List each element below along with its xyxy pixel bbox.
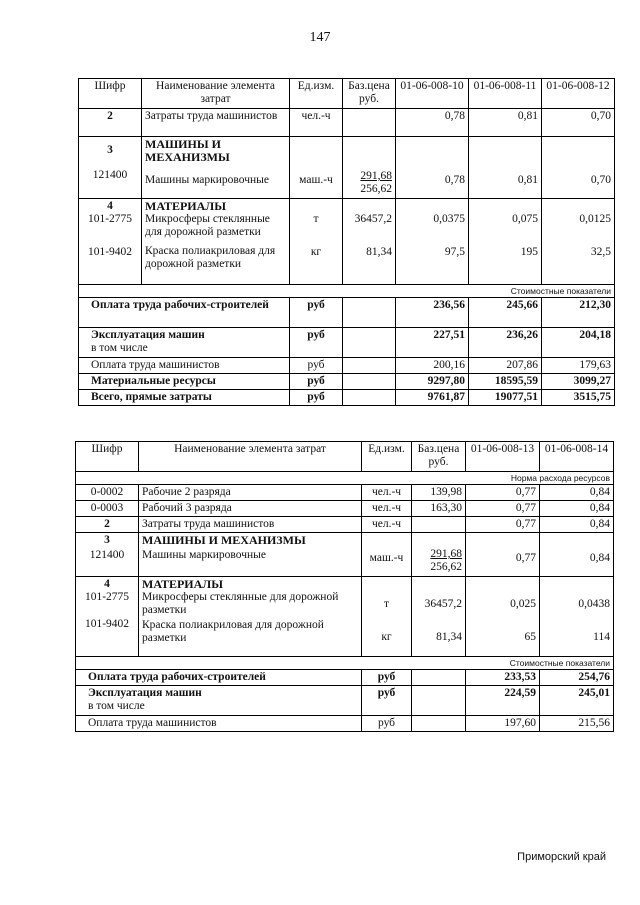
section-code: 3 121400 bbox=[79, 137, 142, 199]
cost-unit: руб bbox=[362, 686, 412, 716]
cost-value: 19077,51 bbox=[469, 390, 542, 406]
row-value: 0,84 bbox=[540, 485, 614, 501]
section-row bbox=[76, 577, 614, 657]
cost-value: 204,18 bbox=[542, 328, 615, 358]
cost-name: Оплата труда рабочих-строителей bbox=[76, 670, 362, 686]
section-code: 4 101-2775 101-9402 bbox=[76, 577, 139, 657]
cost-value: 212,30 bbox=[542, 298, 615, 328]
empty-cell bbox=[412, 686, 466, 716]
row-price: 291,68 256,62 bbox=[412, 533, 466, 577]
table-row bbox=[76, 485, 614, 501]
col-header-name: Наименование элемента затрат bbox=[142, 79, 290, 109]
empty-cell bbox=[343, 328, 396, 358]
cost-row bbox=[79, 328, 615, 358]
col-header-12: 01-06-008-12 bbox=[542, 79, 615, 109]
table-row bbox=[76, 501, 614, 517]
cost-value: 236,26 bbox=[469, 328, 542, 358]
row-unit: чел.-ч bbox=[362, 501, 412, 517]
row-value: 0,0375 97,5 bbox=[396, 199, 469, 285]
row-name: Затраты труда машинистов bbox=[142, 109, 290, 137]
estimate-table-2 bbox=[75, 441, 614, 732]
col-header-14: 01-06-008-14 bbox=[540, 442, 614, 472]
cost-name: Эксплуатация машин в том числе bbox=[79, 328, 290, 358]
cost-row bbox=[79, 390, 615, 406]
cost-unit: руб bbox=[290, 328, 343, 358]
section-name: МАТЕРИАЛЫ Микросферы стеклянные для дорожной разметки Краска полиакриловая для дорожной разметки bbox=[139, 577, 362, 657]
row-value: 0,84 bbox=[540, 533, 614, 577]
cost-value: 200,16 bbox=[396, 358, 469, 374]
row-name: Рабочий 3 разряда bbox=[139, 501, 362, 517]
row-price: 291,68 256,62 bbox=[343, 137, 396, 199]
cost-value: 224,59 bbox=[466, 686, 540, 716]
row-value: 0,81 bbox=[469, 109, 542, 137]
cost-unit: руб bbox=[290, 358, 343, 374]
row-value: 0,0438 114 bbox=[540, 577, 614, 657]
cost-name: Оплата труда машинистов bbox=[76, 716, 362, 732]
section-row bbox=[79, 199, 615, 285]
cost-value: 207,86 bbox=[469, 358, 542, 374]
estimate-table-1 bbox=[78, 78, 615, 406]
col-header-13: 01-06-008-13 bbox=[466, 442, 540, 472]
cost-value: 233,53 bbox=[466, 670, 540, 686]
row-code: 2 bbox=[79, 109, 142, 137]
row-name: Рабочие 2 разряда bbox=[139, 485, 362, 501]
cost-row bbox=[76, 670, 614, 686]
row-price bbox=[343, 109, 396, 137]
empty-cell bbox=[412, 716, 466, 732]
cost-row bbox=[79, 298, 615, 328]
row-price bbox=[412, 517, 466, 533]
cost-value: 245,01 bbox=[540, 686, 614, 716]
page-number: 147 bbox=[309, 30, 331, 45]
row-value: 0,78 bbox=[396, 137, 469, 199]
row-unit: чел.-ч bbox=[362, 485, 412, 501]
cost-row bbox=[79, 374, 615, 390]
cost-value: 227,51 bbox=[396, 328, 469, 358]
section-row bbox=[79, 137, 615, 199]
empty-cell bbox=[343, 358, 396, 374]
cost-unit: руб bbox=[362, 670, 412, 686]
cost-unit: руб bbox=[362, 716, 412, 732]
table-row bbox=[76, 517, 614, 533]
col-header-code: Шифр bbox=[79, 79, 142, 109]
footer-region: Приморский край bbox=[517, 851, 606, 863]
section-name: МАШИНЫ И МЕХАНИЗМЫ Машины маркировочные bbox=[142, 137, 290, 199]
col-header-unit: Ед.изм. bbox=[290, 79, 343, 109]
row-value: 0,77 bbox=[466, 533, 540, 577]
col-header-name: Наименование элемента затрат bbox=[139, 442, 362, 472]
cost-value: 9761,87 bbox=[396, 390, 469, 406]
row-price: 163,30 bbox=[412, 501, 466, 517]
row-value: 0,77 bbox=[466, 501, 540, 517]
row-code: 0-0002 bbox=[76, 485, 139, 501]
row-code: 0-0003 bbox=[76, 501, 139, 517]
section-code: 3 121400 bbox=[76, 533, 139, 577]
row-unit: чел.-ч bbox=[290, 109, 343, 137]
cost-row bbox=[79, 358, 615, 374]
col-header-11: 01-06-008-11 bbox=[469, 79, 542, 109]
row-unit: т кг bbox=[362, 577, 412, 657]
col-header-code: Шифр bbox=[76, 442, 139, 472]
cost-row bbox=[76, 686, 614, 716]
cost-value: 236,56 bbox=[396, 298, 469, 328]
row-value: 0,78 bbox=[396, 109, 469, 137]
empty-cell bbox=[343, 374, 396, 390]
empty-cell bbox=[343, 390, 396, 406]
row-price: 36457,2 81,34 bbox=[412, 577, 466, 657]
cost-value: 3099,27 bbox=[542, 374, 615, 390]
cost-unit: руб bbox=[290, 374, 343, 390]
norm-caption: Норма расхода ресурсов bbox=[76, 472, 614, 485]
cost-unit: руб bbox=[290, 390, 343, 406]
norm-caption-row bbox=[76, 472, 614, 485]
cost-value: 9297,80 bbox=[396, 374, 469, 390]
cost-unit: руб bbox=[290, 298, 343, 328]
cost-caption: Стоимостные показатели bbox=[79, 285, 615, 298]
row-value: 0,77 bbox=[466, 517, 540, 533]
cost-name: Эксплуатация машин в том числе bbox=[76, 686, 362, 716]
row-value: 0,77 bbox=[466, 485, 540, 501]
cost-caption-row bbox=[79, 285, 615, 298]
col-header-price: Баз.цена руб. bbox=[412, 442, 466, 472]
row-price: 36457,2 81,34 bbox=[343, 199, 396, 285]
row-value: 0,84 bbox=[540, 501, 614, 517]
cost-value: 18595,59 bbox=[469, 374, 542, 390]
row-value: 0,025 65 bbox=[466, 577, 540, 657]
row-price: 139,98 bbox=[412, 485, 466, 501]
row-unit: маш.-ч bbox=[290, 137, 343, 199]
empty-cell bbox=[412, 670, 466, 686]
table-header-row bbox=[76, 442, 614, 472]
section-code: 4 101-2775 101-9402 bbox=[79, 199, 142, 285]
cost-name: Оплата труда машинистов bbox=[79, 358, 290, 374]
cost-row bbox=[76, 716, 614, 732]
row-unit: маш.-ч bbox=[362, 533, 412, 577]
cost-value: 245,66 bbox=[469, 298, 542, 328]
table-row bbox=[79, 109, 615, 137]
empty-cell bbox=[343, 298, 396, 328]
cost-value: 197,60 bbox=[466, 716, 540, 732]
col-header-unit: Ед.изм. bbox=[362, 442, 412, 472]
row-unit: чел.-ч bbox=[362, 517, 412, 533]
cost-caption: Стоимостные показатели bbox=[76, 657, 614, 670]
row-value: 0,84 bbox=[540, 517, 614, 533]
cost-value: 254,76 bbox=[540, 670, 614, 686]
row-value: 0,0125 32,5 bbox=[542, 199, 615, 285]
table-header-row bbox=[79, 79, 615, 109]
cost-caption-row bbox=[76, 657, 614, 670]
row-value: 0,075 195 bbox=[469, 199, 542, 285]
cost-name: Всего, прямые затраты bbox=[79, 390, 290, 406]
section-name: МАШИНЫ И МЕХАНИЗМЫ Машины маркировочные bbox=[139, 533, 362, 577]
cost-value: 179,63 bbox=[542, 358, 615, 374]
row-unit: т кг bbox=[290, 199, 343, 285]
section-row bbox=[76, 533, 614, 577]
cost-name: Оплата труда рабочих-строителей bbox=[79, 298, 290, 328]
col-header-10: 01-06-008-10 bbox=[396, 79, 469, 109]
cost-name: Материальные ресурсы bbox=[79, 374, 290, 390]
cost-value: 3515,75 bbox=[542, 390, 615, 406]
row-value: 0,70 bbox=[542, 109, 615, 137]
section-name: МАТЕРИАЛЫ Микросферы стеклянные для дорожной разметки Краска полиакриловая для дорожной разметки bbox=[142, 199, 290, 285]
row-name: Затраты труда машинистов bbox=[139, 517, 362, 533]
col-header-price: Баз.цена руб. bbox=[343, 79, 396, 109]
row-value: 0,70 bbox=[542, 137, 615, 199]
row-value: 0,81 bbox=[469, 137, 542, 199]
row-code: 2 bbox=[76, 517, 139, 533]
cost-value: 215,56 bbox=[540, 716, 614, 732]
